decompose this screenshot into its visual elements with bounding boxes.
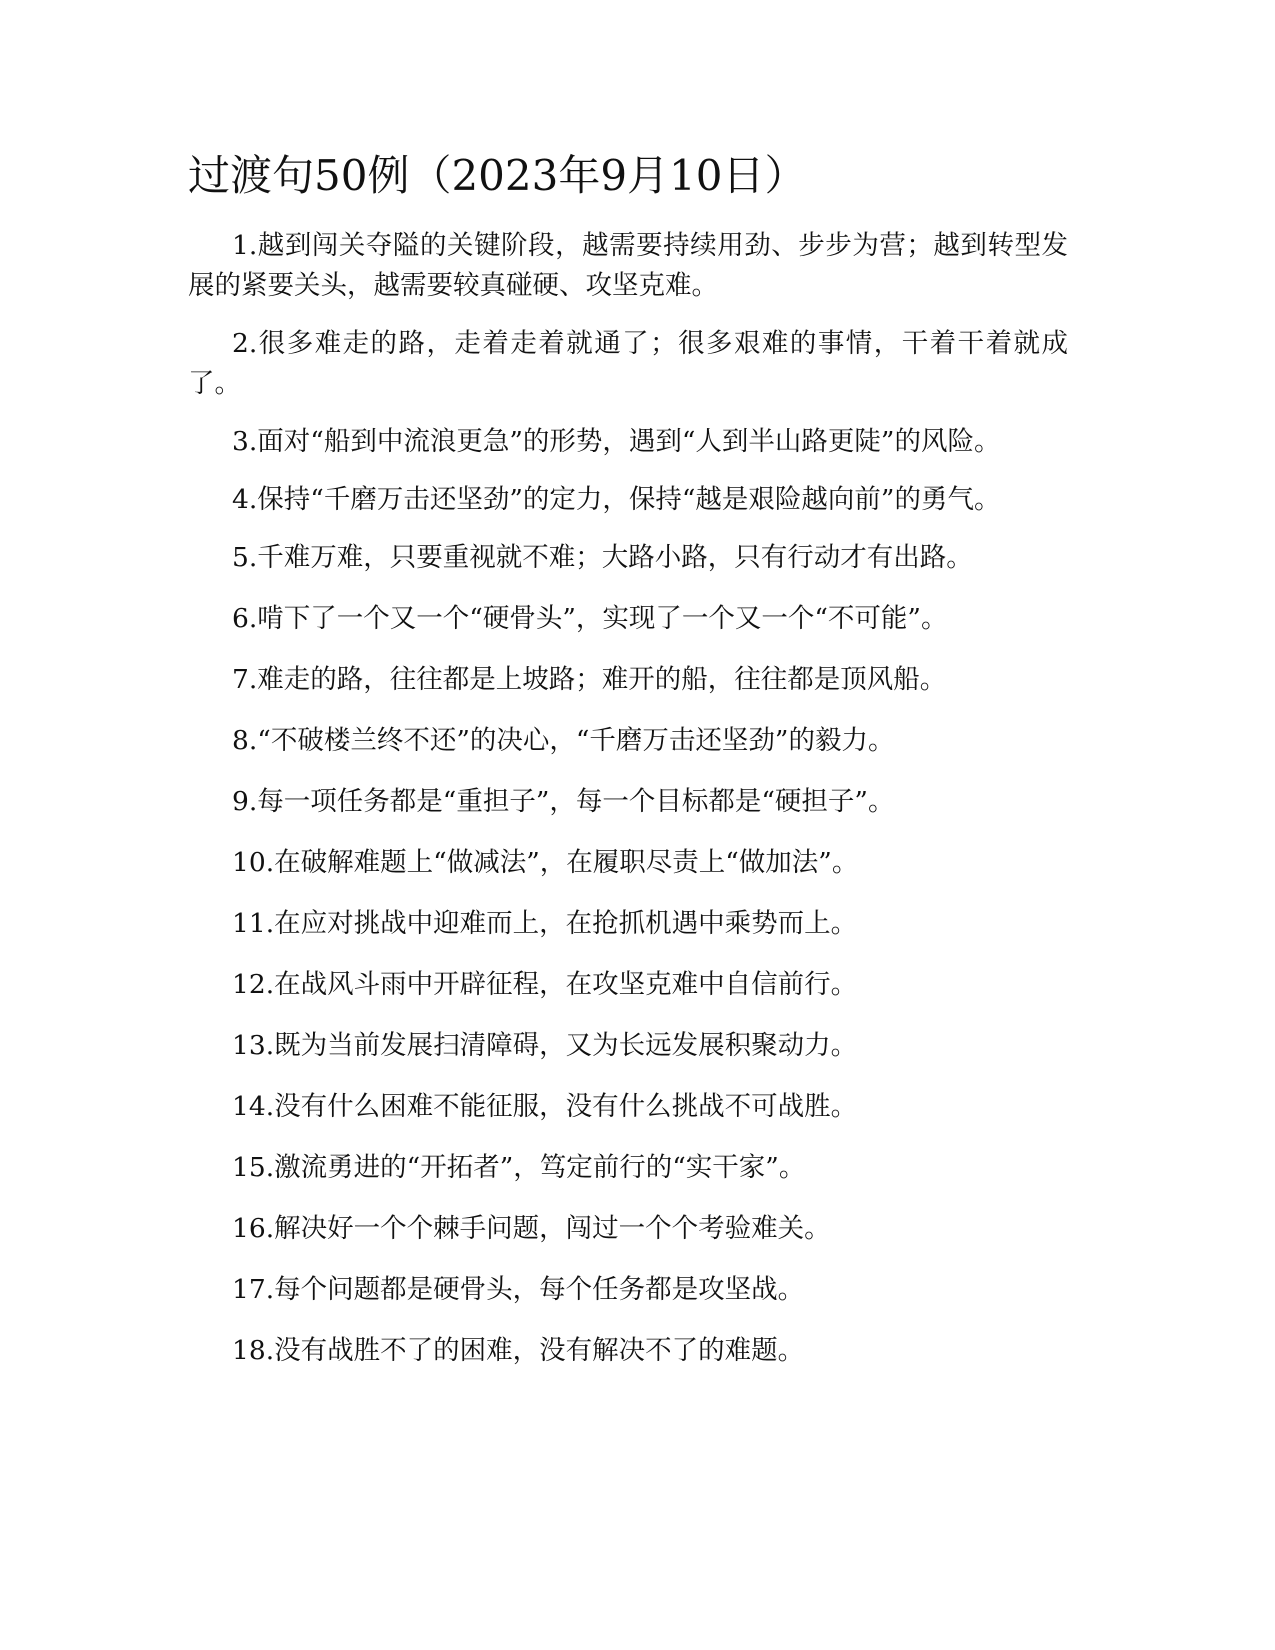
document-title: 过渡句50例（2023年9月10日） — [188, 151, 807, 200]
list-item: 6.啃下了一个又一个“硬骨头”，实现了一个又一个“不可能”。 — [232, 603, 948, 634]
list-item: 18.没有战胜不了的困难，没有解决不了的难题。 — [232, 1335, 805, 1366]
list-item: 3.面对“船到中流浪更急”的形势，遇到“人到半山路更陡”的风险。 — [232, 426, 1001, 457]
list-item: 13.既为当前发展扫清障碍，又为长远发展积聚动力。 — [232, 1030, 858, 1061]
list-item: 9.每一项任务都是“重担子”，每一个目标都是“硬担子”。 — [232, 786, 895, 817]
list-item: 8.“不破楼兰终不还”的决心，“千磨万击还坚劲”的毅力。 — [232, 725, 895, 756]
list-item: 10.在破解难题上“做减法”，在履职尽责上“做加法”。 — [232, 847, 859, 878]
list-item: 14.没有什么困难不能征服，没有什么挑战不可战胜。 — [232, 1091, 858, 1122]
sentence-list — [188, 226, 1068, 1392]
list-item: 12.在战风斗雨中开辟征程，在攻坚克难中自信前行。 — [232, 969, 858, 1000]
list-item: 5.千难万难，只要重视就不难；大路小路，只有行动才有出路。 — [232, 542, 973, 573]
list-item: 17.每个问题都是硬骨头，每个任务都是攻坚战。 — [232, 1274, 805, 1305]
list-item: 16.解决好一个个棘手问题，闯过一个个考验难关。 — [232, 1213, 831, 1244]
list-item: 15.激流勇进的“开拓者”，笃定前行的“实干家”。 — [232, 1152, 806, 1183]
list-item: 11.在应对挑战中迎难而上，在抢抓机遇中乘势而上。 — [232, 908, 858, 939]
list-item: 1.越到闯关夺隘的关键阶段，越需要持续用劲、步步为营；越到转型发展的紧要关头，越需要较真碰硬、攻坚克难。 — [188, 230, 1068, 301]
list-item: 2.很多难走的路，走着走着就通了；很多艰难的事情，干着干着就成了。 — [188, 328, 1068, 399]
list-item: 7.难走的路，往往都是上坡路；难开的船，往往都是顶风船。 — [232, 664, 947, 695]
list-item: 4.保持“千磨万击还坚劲”的定力，保持“越是艰险越向前”的勇气。 — [232, 484, 1001, 515]
